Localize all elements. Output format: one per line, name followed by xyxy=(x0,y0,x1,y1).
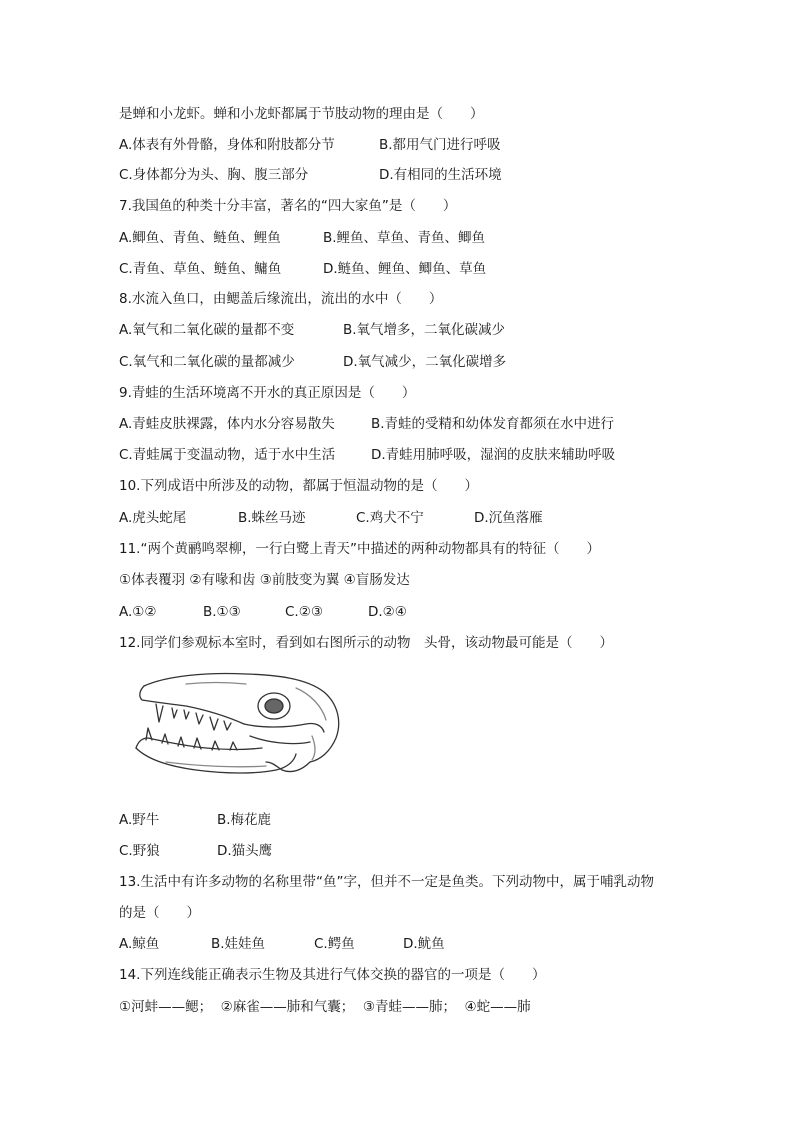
q10-option-c: C.鸡犬不宁 xyxy=(356,510,424,526)
animal-skull-icon xyxy=(126,666,346,792)
q7-stem: 7.我国鱼的种类十分丰富，著名的“四大家鱼”是（ ） xyxy=(119,198,457,214)
q11-stem: 11.“两个黄鹂鸣翠柳，一行白鹭上青天”中描述的两种动物都具有的特征（ ） xyxy=(119,541,600,557)
q8-option-a: A.氧气和二氧化碳的量都不变 xyxy=(119,322,295,338)
q12-option-a: A.野牛 xyxy=(119,812,160,828)
q13-stem-line2: 的是（ ） xyxy=(119,905,200,921)
q10-option-a: A.虎头蛇尾 xyxy=(119,510,187,526)
q7-option-a: A.鲫鱼、青鱼、鲢鱼、鲤鱼 xyxy=(119,230,281,246)
q8-option-c: C.氧气和二氧化碳的量都减少 xyxy=(119,354,295,370)
q12-option-d: D.猫头鹰 xyxy=(217,843,273,859)
q9-option-d: D.青蛙用肺呼吸，湿润的皮肤来辅助呼吸 xyxy=(371,447,616,463)
q13-option-b: B.娃娃鱼 xyxy=(211,936,266,952)
q11-features: ①体表覆羽 ②有喙和齿 ③前肢变为翼 ④盲肠发达 xyxy=(119,572,410,588)
q8-option-d: D.氧气减少，二氧化碳增多 xyxy=(343,354,507,370)
q11-option-d: D.②④ xyxy=(368,604,407,620)
q10-option-d: D.沉鱼落雁 xyxy=(474,510,543,526)
q8-option-b: B.氧气增多，二氧化碳减少 xyxy=(343,322,506,338)
q8-stem: 8.水流入鱼口，由鳃盖后缘流出，流出的水中（ ） xyxy=(119,291,443,307)
q11-option-c: C.②③ xyxy=(285,604,323,620)
q7-option-d: D.鲢鱼、鲤鱼、鲫鱼、草鱼 xyxy=(323,261,487,277)
q13-option-d: D.鱿鱼 xyxy=(403,936,445,952)
q6-option-d: D.有相同的生活环境 xyxy=(379,167,502,183)
q14-pairs: ①河蚌——鳃； ②麻雀——肺和气囊； ③青蛙——肺； ④蛇——肺 xyxy=(119,999,531,1015)
q12-option-c: C.野狼 xyxy=(119,843,160,859)
q11-option-b: B.①③ xyxy=(203,604,241,620)
q11-option-a: A.①② xyxy=(119,604,157,620)
q6-option-a: A.体表有外骨骼，身体和附肢都分节 xyxy=(119,137,335,153)
q14-stem: 14.下列连线能正确表示生物及其进行气体交换的器官的一项是（ ） xyxy=(119,967,546,983)
q13-option-a: A.鲸鱼 xyxy=(119,936,160,952)
q9-option-c: C.青蛙属于变温动物，适于水中生活 xyxy=(119,447,336,463)
q6-option-b: B.都用气门进行呼吸 xyxy=(379,137,501,153)
q9-stem: 9.青蛙的生活环境离不开水的真正原因是（ ） xyxy=(119,385,416,401)
q10-option-b: B.蛛丝马迹 xyxy=(238,510,306,526)
q13-stem-line1: 13.生活中有许多动物的名称里带“鱼”字，但并不一定是鱼类。下列动物中，属于哺乳动物 xyxy=(119,874,654,890)
q7-option-b: B.鲤鱼、草鱼、青鱼、鲫鱼 xyxy=(323,230,486,246)
q10-stem: 10.下列成语中所涉及的动物，都属于恒温动物的是（ ） xyxy=(119,478,478,494)
q6-option-c: C.身体都分为头、胸、腹三部分 xyxy=(119,167,309,183)
q6-stem: 是蝉和小龙虾。蝉和小龙虾都属于节肢动物的理由是（ ） xyxy=(119,106,484,122)
q12-option-b: B.梅花鹿 xyxy=(217,812,272,828)
q9-option-a: A.青蛙皮肤裸露，体内水分容易散失 xyxy=(119,416,335,432)
q7-option-c: C.青鱼、草鱼、鲢鱼、鳙鱼 xyxy=(119,261,282,277)
q13-option-c: C.鳄鱼 xyxy=(314,936,355,952)
q9-option-b: B.青蛙的受精和幼体发育都须在水中进行 xyxy=(371,416,615,432)
q12-stem: 12.同学们参观标本室时，看到如右图所示的动物 头骨，该动物最可能是（ ） xyxy=(119,635,613,651)
